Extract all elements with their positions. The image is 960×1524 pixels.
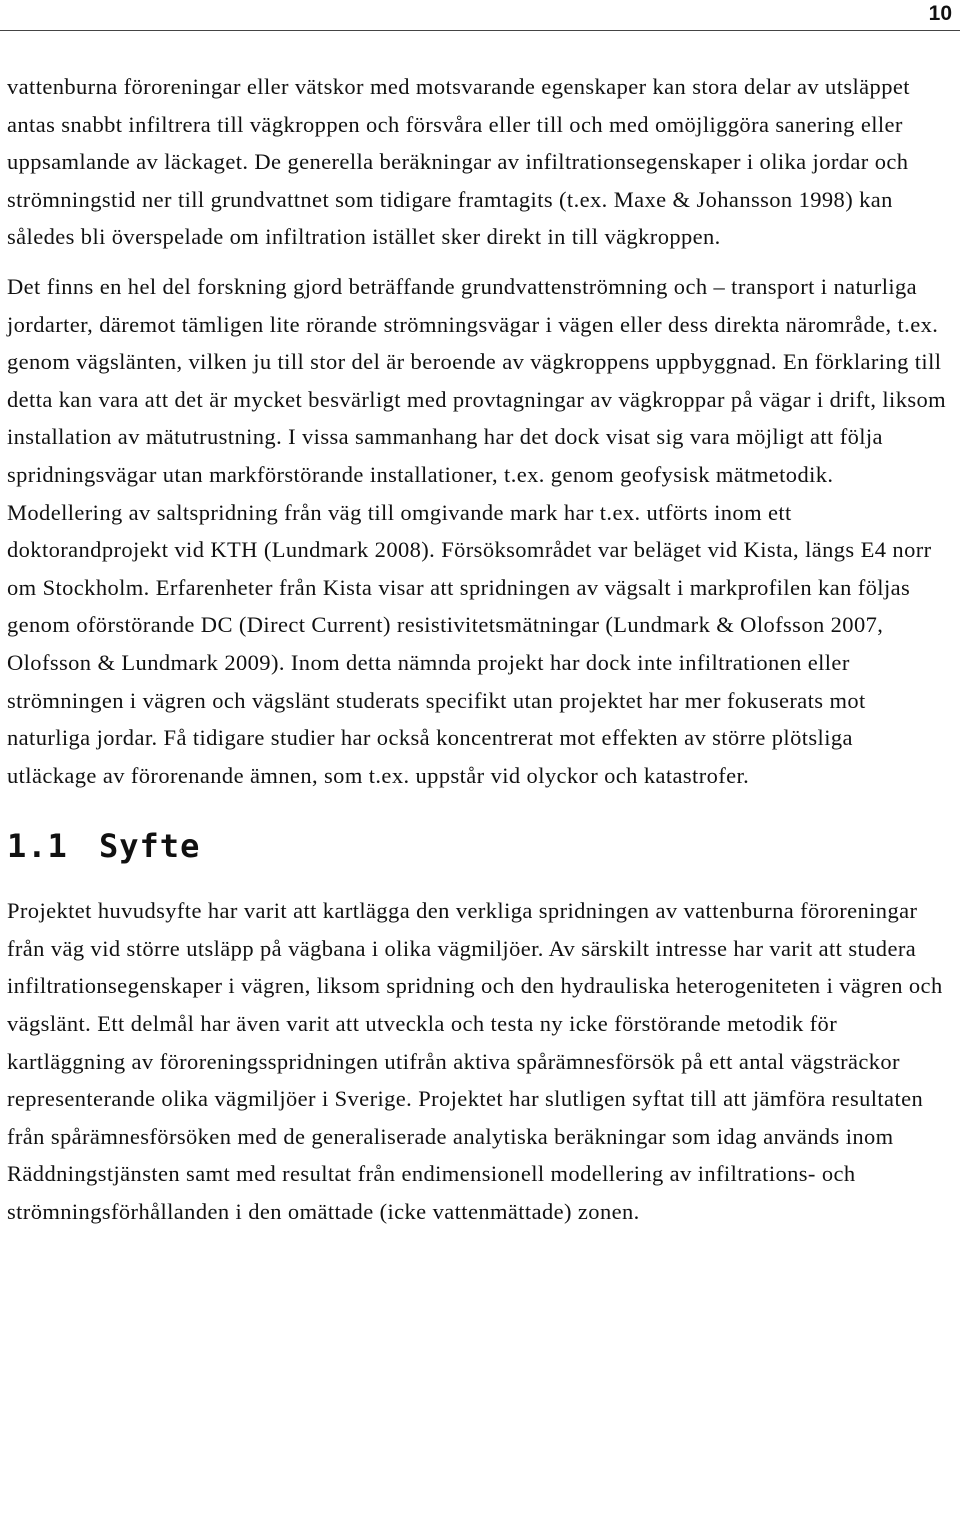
section-number: 1.1 (7, 827, 68, 866)
section-heading (7, 826, 947, 866)
page-number: 10 (928, 2, 952, 25)
body-paragraph-1: vattenburna föroreningar eller vätskor med motsvarande egenskaper kan stora delar av utsläppet antas snabbt infiltrera till vägkroppen och försvåra eller till och med omöjliggöra sanering eller uppsamlande av läckaget. De generella beräkningar av infiltrationsegenskaper i olika jordar och strömningstid ner till grundvattnet som tidigare framtagits (t.ex. Maxe & Johansson 1998) kan således bli överspelade om infiltration istället sker direkt in till vägkroppen. (7, 74, 910, 250)
header-rule (0, 30, 960, 31)
body-paragraph-2: Det finns en hel del forskning gjord beträffande grundvattenströmning och – transport i naturliga jordarter, däremot tämligen lite rörande strömningsvägar i vägen eller dess direkta närområde, t.ex. genom vägslänten, vilken ju till stor del är beroende av vägkroppens uppbyggnad. En förklaring till detta kan vara att det är mycket besvärligt med provtagningar av vägkroppar på vägar i drift, liksom installation av mätutrustning. I vissa sammanhang har det dock visat sig vara möjligt att följa spridningsvägar utan markförstörande installationer, t.ex. genom geofysisk mätmetodik. Modellering av saltspridning från väg till omgivande mark har t.ex. utförts inom ett doktorandprojekt vid KTH (Lundmark 2008). Försöksområdet var beläget vid Kista, längs E4 norr om Stockholm. Erfarenheter från Kista visar att spridningen av vägsalt i markprofilen kan följas genom oförstörande DC (Direct Current) resistivitetsmätningar (Lundmark & Olofsson 2007, Olofsson & Lundmark 2009). Inom detta nämnda projekt har dock inte infiltrationen eller strömningen i vägren och vägslänt studerats specifikt utan projektet har mer fokuserats mot naturliga jordar. Få tidigare studier har också koncentrerat mot effekten av större plötsliga utläckage av förorenande ämnen, som t.ex. uppstår vid olyckor och katastrofer. (7, 273, 947, 788)
document-body (7, 68, 947, 1231)
section-paragraph: Projektet huvudsyfte har varit att kartlägga den verkliga spridningen av vattenburna föroreningar från väg vid större utsläpp på vägbana i olika vägmiljöer. Av särskilt intresse har varit att studera infiltrationsegenskaper i vägren, liksom spridning och den hydrauliska heterogeniteten i vägren och vägslänt. Ett delmål har även varit att utveckla och testa ny icke förstörande metodik för kartläggning av föroreningsspridningen utifrån aktiva spårämnesförsök på ett antal vägsträckor representerande olika vägmiljöer i Sverige. Projektet har slutligen syftat till att jämföra resultaten från spårämnesförsöken med de generaliserade analytiska beräkningar som idag används inom Räddningstjänsten samt med resultat från endimensionell modellering av infiltrations- och strömningsförhållanden i den omättade (icke vattenmättade) zonen. (7, 898, 943, 1225)
section-title: Syfte (99, 827, 201, 866)
